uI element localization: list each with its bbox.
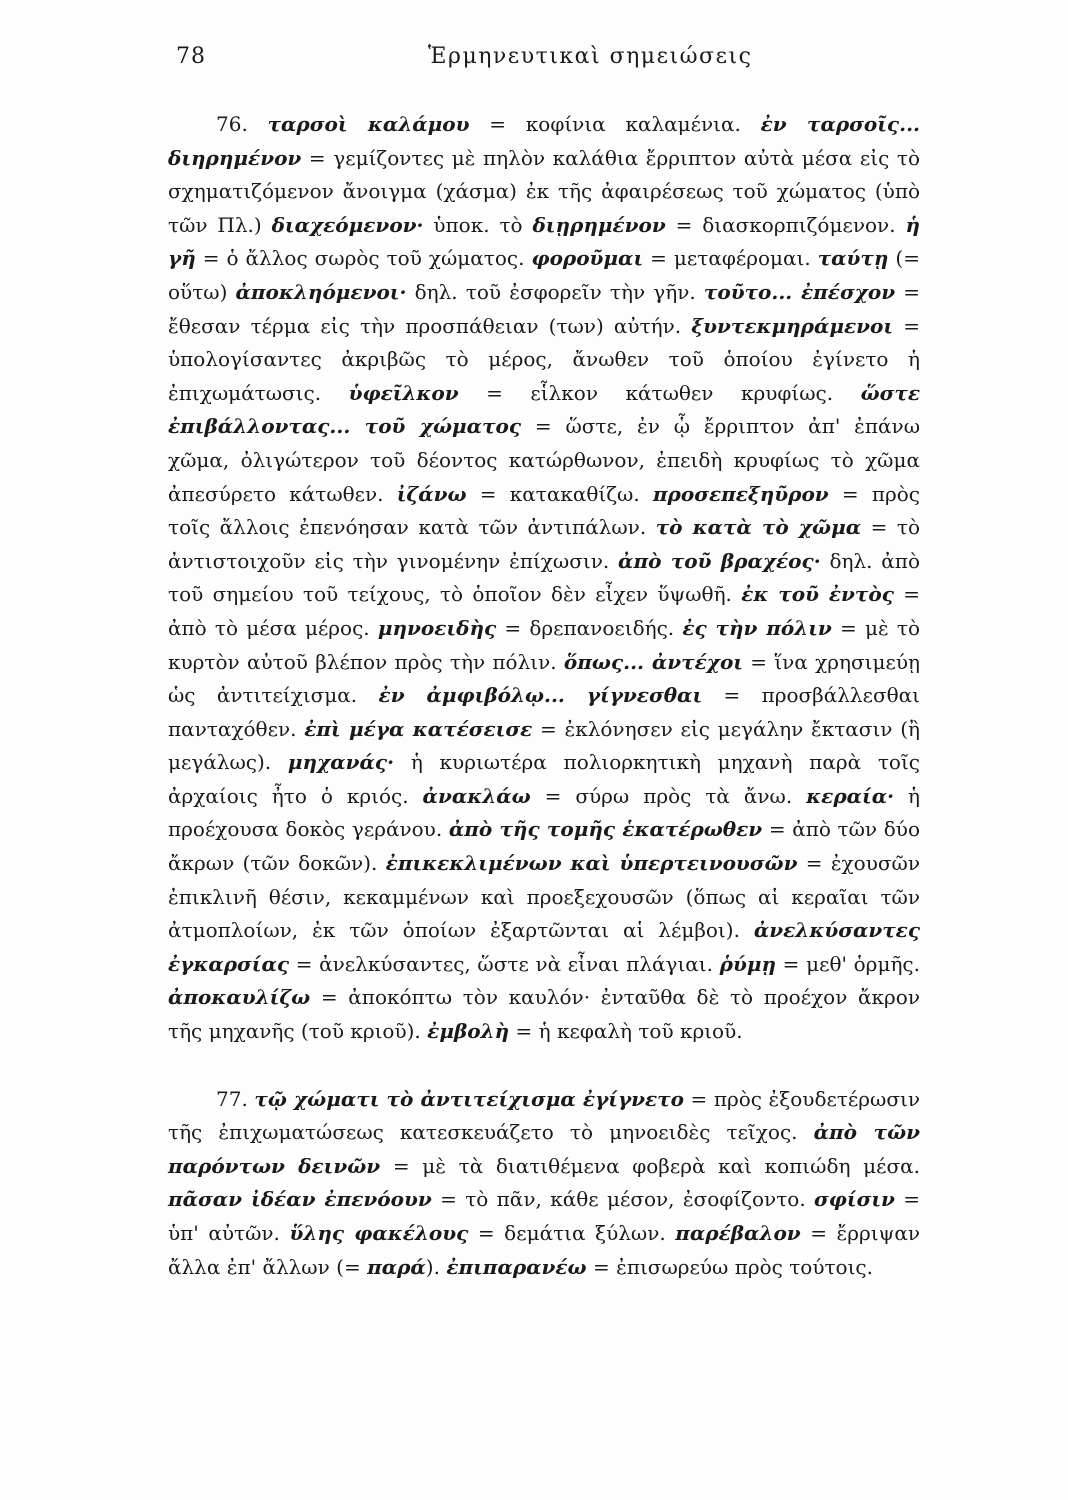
gloss: ἡ προέχουσα δοκὸς γεράνου. <box>168 783 921 842</box>
lemma: ἐν ταρσοῖς... διηρημένον <box>168 112 921 170</box>
gloss: = δρεπανοειδής. <box>496 615 683 640</box>
lemma: ξυντεκμηράμενοι <box>691 313 894 338</box>
gloss: = ἐπισωρεύω πρὸς τούτοις. <box>586 1254 873 1279</box>
gloss: = μὲ τὰ διατιθέμενα φοβερὰ καὶ κοπιώδη μέσα. <box>380 1153 921 1178</box>
gloss: = ὑπολογίσαντες ἀκριβῶς τὸ μέρος, ἄνωθεν τοῦ ὁποίου ἐγίνετο ἡ ἐπιχωμάτωσις. <box>168 313 920 405</box>
gloss: = ὑπ' αὐτῶν. <box>168 1187 920 1245</box>
lemma: προσεπεξηῦρον <box>652 481 829 506</box>
gloss: = κοφίνια καλαμένια. <box>469 112 761 136</box>
lemma: ἀπὸ τοῦ βραχέος· <box>618 548 821 573</box>
page-number: 78 <box>176 44 206 69</box>
gloss: = πρὸς τοῖς ἄλλοις ἐπενόησαν κατὰ τῶν ἀντιπάλων. <box>168 481 920 540</box>
lemma: κεραία· <box>806 783 895 808</box>
lemma: διῃρημένον <box>532 212 666 237</box>
gloss: = ἡ κεφαλὴ τοῦ κριοῦ. <box>509 1019 743 1044</box>
page-header <box>168 44 920 84</box>
lemma: ἀποκαυλίζω <box>168 985 311 1010</box>
gloss: ὑποκ. τὸ <box>423 212 533 237</box>
lemma: ταύτῃ <box>817 246 889 271</box>
gloss: = σύρω πρὸς τὰ ἄνω. <box>530 783 807 808</box>
lemma: ἰζάνω <box>396 481 467 506</box>
gloss: = ἐκλόνησεν εἰς μεγάλην ἔκτασιν (ἢ μεγάλως). <box>168 716 920 775</box>
notes-body <box>168 108 920 1284</box>
gloss: = τὸ πᾶν, κάθε μέσον, ἐσοφίζοντο. <box>431 1187 815 1212</box>
lemma: τὸ κατὰ τὸ χῶμα <box>655 515 862 540</box>
gloss: = ὥστε, ἐν ᾧ ἔρριπτον ἀπ' ἐπάνω χῶμα, ὀλιγώτερον τοῦ δέοντος κατώρθωνον, ἐπειδὴ κρυφίως τὸ χῶμα ἀπεσύρετο κάτωθεν. <box>168 414 921 506</box>
gloss: ἡ κυριωτέρα πολιορκητικὴ μηχανὴ παρὰ τοῖς ἀρχαίοις ἦτο ὁ κριός. <box>168 750 920 808</box>
gloss: = διασκορπιζόμενον. <box>665 212 906 237</box>
lemma: ἐν ἀμφιβόλῳ... γίγνεσθαι <box>378 683 703 708</box>
lemma: ὑφεῖλκον <box>348 380 459 405</box>
lemma: ταρσοὶ καλάμου <box>267 112 470 136</box>
gloss: = δεμάτια ξύλων. <box>468 1221 676 1245</box>
gloss: = πρὸς ἐξουδετέρωσιν τῆς ἐπιχωματώσεως κατεσκευάζετο τὸ μηνοειδὲς τεῖχος. <box>168 1086 921 1145</box>
lemma: παρέβαλον <box>675 1221 801 1245</box>
lemma: ὥστε ἐπιβάλλοντας... τοῦ χώματος <box>168 380 920 439</box>
lemma: μηχανάς· <box>287 750 395 775</box>
lemma: διαχεόμενον· <box>271 212 424 237</box>
gloss: = ἀπὸ τὸ μέσα μέρος. <box>168 582 920 640</box>
lemma: παρά <box>367 1254 426 1279</box>
gloss: δηλ. ἀπὸ τοῦ σημείου τοῦ τείχους, τὸ ὁποῖον δὲν εἶχεν ὕψωθῆ. <box>168 548 920 607</box>
gloss: = ἀποκόπτω τὸν καυλόν· ἐνταῦθα δὲ τὸ προέχον ἄκρον τῆς μηχανῆς (τοῦ κριοῦ). <box>168 985 920 1044</box>
lemma: πᾶσαν ἰδέαν ἐπενόουν <box>168 1187 432 1212</box>
gloss: = ὁ ἄλλος σωρὸς τοῦ χώματος. <box>195 246 532 271</box>
running-title: Ἑρμηνευτικαὶ σημειώσεις <box>428 44 753 69</box>
lemma: ὅπως... ἀντέχοι <box>563 649 743 674</box>
gloss: = ἐχουσῶν ἐπικλινῆ θέσιν, κεκαμμένων καὶ προεξεχουσῶν (ὅπως αἱ κεραῖαι τῶν ἀτμοπλοίων, ἐκ τῶν ὁποίων ἐξαρτῶνται αἱ λέμβοι). <box>168 851 920 943</box>
gloss: = γεμίζοντες μὲ πηλὸν καλάθια ἔρριπτον αὐτὰ μέσα εἰς τὸ σχηματιζόμενον ἄνοιγμα (χάσμα) ἐκ τῆς ἀφαιρέσεως τοῦ χώματος (ὑπὸ τῶν Πλ.) <box>168 145 920 237</box>
gloss: (= οὕτω) <box>168 246 920 304</box>
lemma: ἐμβολὴ <box>427 1019 510 1044</box>
lemma: ἐπιπαρανέω <box>446 1254 587 1279</box>
gloss: = ἔρριψαν ἄλλα ἐπ' ἄλλων (= <box>168 1221 920 1279</box>
lemma: σφίσιν <box>814 1187 895 1212</box>
gloss: = ἵνα χρησιμεύῃ ὡς ἀντιτείχισμα. <box>168 649 921 708</box>
gloss: = ἀνελκύσαντες, ὥστε νὰ εἶναι πλάγιαι. <box>289 951 720 976</box>
lemma: ἐπικεκλιμένων καὶ ὑπερτεινουσῶν <box>385 851 798 876</box>
gloss: = ἀπὸ τῶν δύο ἄκρων (τῶν δοκῶν). <box>168 817 920 876</box>
note-number: 76. <box>216 112 248 136</box>
lemma: ἐκ τοῦ ἐντὸς <box>741 582 894 607</box>
lemma: ἀνελκύσαντες ἐγκαρσίας <box>168 918 920 976</box>
lemma: ἡ γῆ <box>168 212 920 271</box>
gloss: δηλ. τοῦ ἐσφορεῖν τὴν γῆν. <box>406 279 704 304</box>
gloss: = μὲ τὸ κυρτὸν αὐτοῦ βλέπον πρὸς τὴν πόλιν. <box>168 615 920 674</box>
lemma: τῷ χώματι τὸ ἀντιτείχισμα ἐγίγνετο <box>254 1086 684 1111</box>
lemma: ἀνακλάω <box>422 783 531 808</box>
note-77 <box>168 1083 920 1285</box>
gloss: = μεταφέρομαι. <box>643 246 818 271</box>
lemma: ῥύμῃ <box>719 951 777 976</box>
lemma: τοῦτο... ἐπέσχον <box>703 279 896 304</box>
gloss: = κατακαθίζω. <box>466 481 653 506</box>
lemma: ἀπὸ τῆς τομῆς ἑκατέρωθεν <box>448 817 763 842</box>
lemma: ὕλης φακέλους <box>289 1221 469 1245</box>
lemma: μηνοειδὴς <box>377 615 497 640</box>
lemma: ἐς τὴν πόλιν <box>682 615 832 640</box>
gloss: = προσβάλλεσθαι πανταχόθεν. <box>168 683 920 741</box>
gloss: = τὸ ἀντιστοιχοῦν εἰς τὴν γινομένην ἐπίχωσιν. <box>168 515 921 573</box>
lemma: ἀπὸ τῶν παρόντων δεινῶν <box>168 1120 920 1178</box>
lemma: ἐπὶ μέγα κατέσεισε <box>304 716 533 741</box>
note-number: 77. <box>216 1086 248 1111</box>
gloss: = ἔθεσαν τέρμα εἰς τὴν προσπάθειαν (των) αὐτήν. <box>168 279 921 338</box>
lemma: φοροῦμαι <box>531 246 644 271</box>
gloss: = μεθ' ὁρμῆς. <box>776 951 920 976</box>
lemma: ἀποκληόμενοι· <box>235 279 407 304</box>
gloss: = εἷλκον κάτωθεν κρυφίως. <box>458 380 861 405</box>
gloss: ). <box>425 1254 447 1279</box>
note-76 <box>168 108 920 1049</box>
